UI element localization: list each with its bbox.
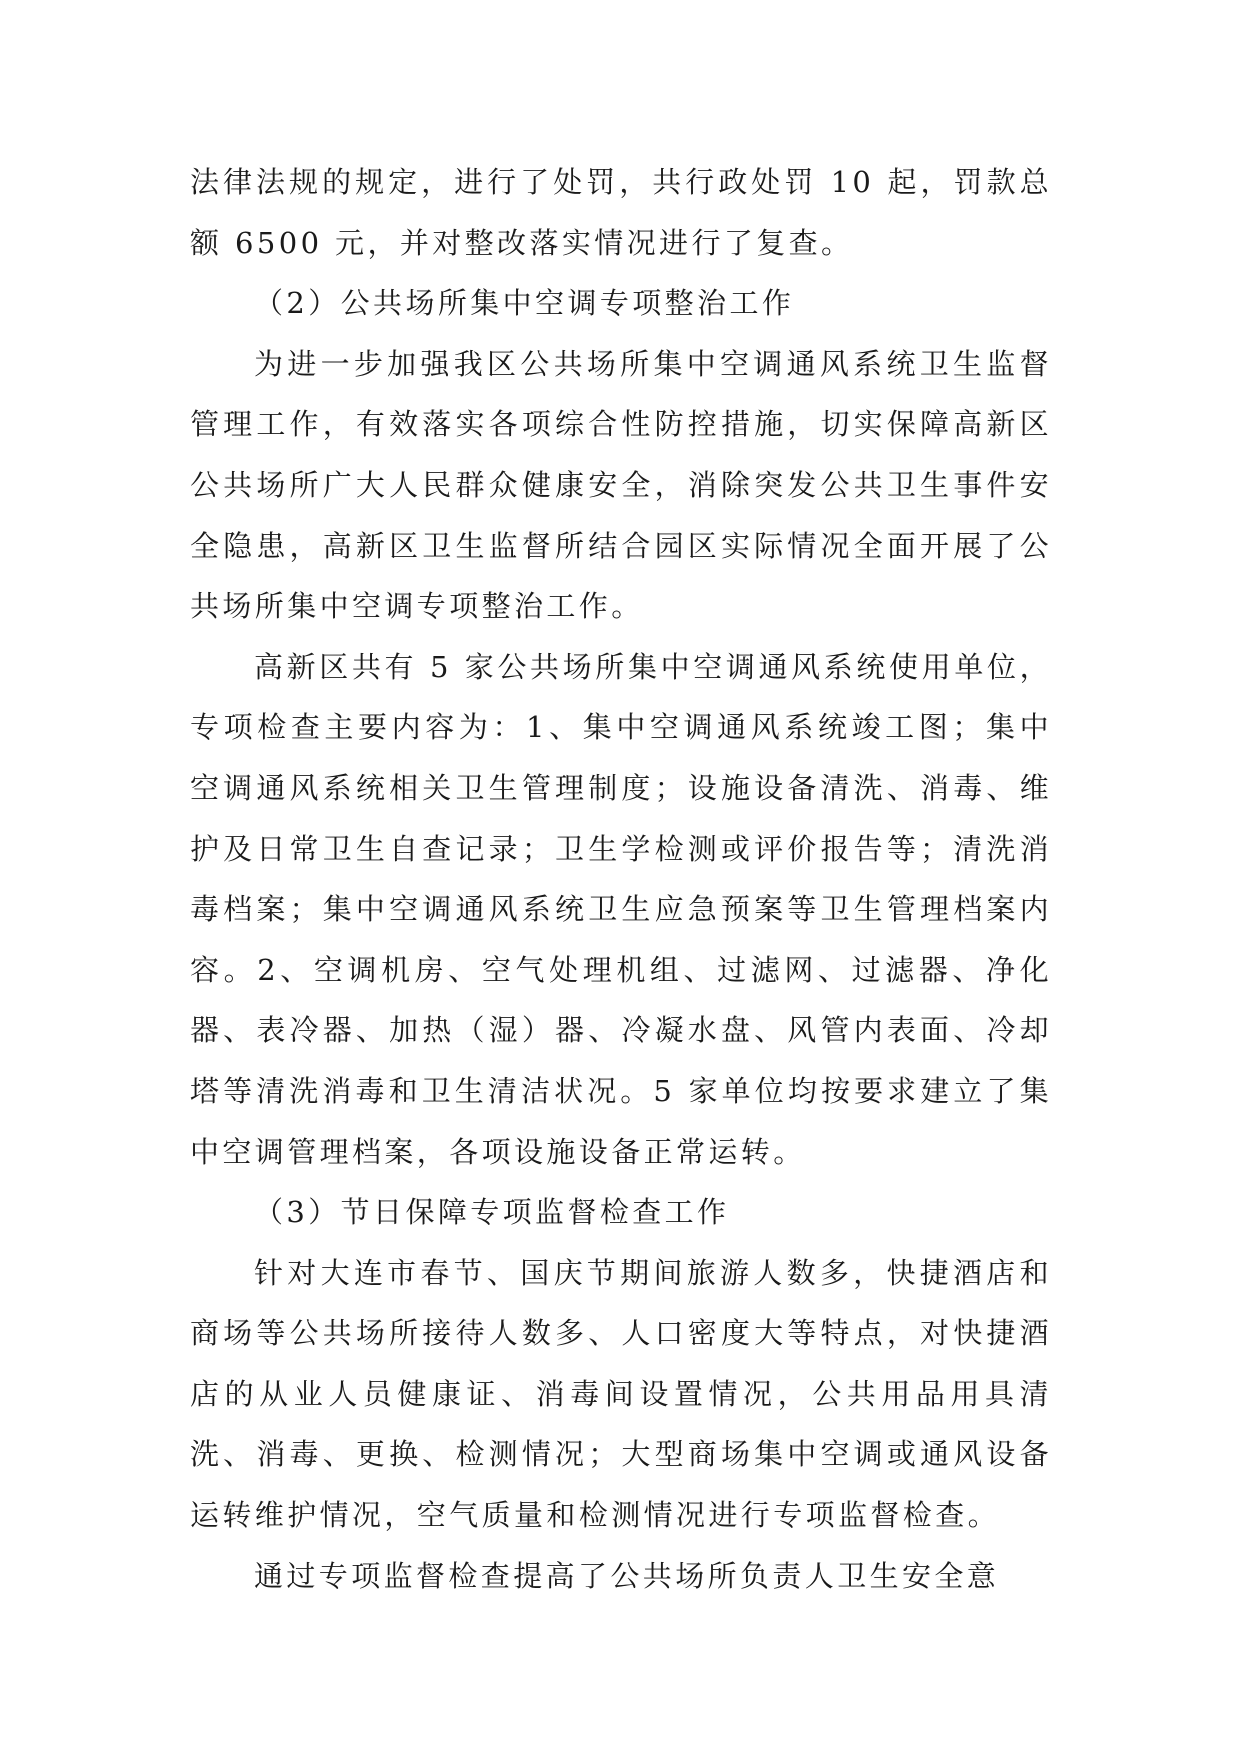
paragraph-conclusion-start: 通过专项监督检查提高了公共场所负责人卫生安全意 [254,1558,1000,1593]
paragraph-holiday-inspection: 针对大连市春节、国庆节期间旅游人数多，快捷酒店和商场等公共场所接待人数多、人口密度大等特点，对快捷酒店的从业人员健康证、消毒间设置情况，公共用品用具清洗、消毒、更换、检测情况；大型商场集中空调或通风设备运转维护情况，空气质量和检测情况进行专项监督检查。 [190,1255,1052,1533]
paragraph-inspection-content: 高新区共有 5 家公共场所集中空调通风系统使用单位，专项检查主要内容为：1、集中空调通风系统竣工图；集中空调通风系统相关卫生管理制度；设施设备清洗、消毒、维护及日常卫生自查记录；卫生学检测或评价报告等；清洗消毒档案；集中空调通风系统卫生应急预案等卫生管理档案内容。2、空调机房、空气处理机组、过滤网、过滤器、净化器、表冷器、加热（湿）器、冷凝水盘、风管内表面、冷却塔等清洗消毒和卫生清洁状况。5 家单位均按要求建立了集中空调管理档案，各项设施设备正常运转。 [190,649,1052,1169]
section-heading-3: （3）节日保障专项监督检查工作 [254,1195,730,1230]
section-heading-2: （2）公共场所集中空调专项整治工作 [254,286,795,321]
document-body [190,152,1052,1606]
paragraph-air-conditioning-intro: 为进一步加强我区公共场所集中空调通风系统卫生监督管理工作，有效落实各项综合性防控措施，切实保障高新区公共场所广大人民群众健康安全，消除突发公共卫生事件安全隐患，高新区卫生监督所结合园区实际情况全面开展了公共场所集中空调专项整治工作。 [190,346,1052,624]
paragraph-continuation: 法律法规的规定，进行了处罚，共行政处罚 10 起，罚款总额 6500 元，并对整改落实情况进行了复查。 [190,165,1052,260]
